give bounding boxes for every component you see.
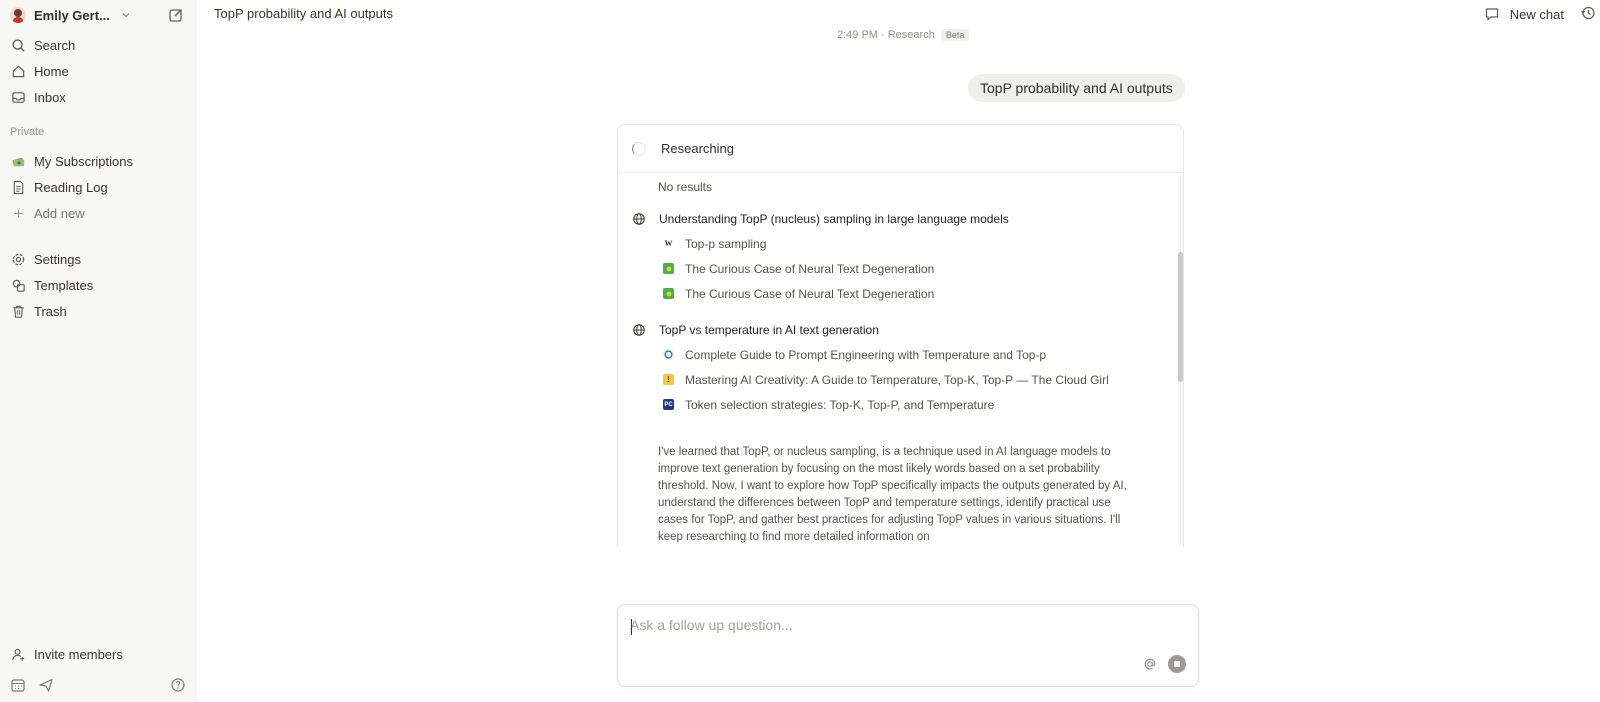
stop-generation-button[interactable] bbox=[1168, 655, 1186, 673]
research-steps bbox=[618, 174, 1184, 546]
sidebar-item-label: Add new bbox=[34, 205, 85, 221]
section-label-private: Private bbox=[10, 126, 45, 138]
research-step-title: TopP vs temperature in AI text generation bbox=[659, 323, 879, 337]
new-chat-label: New chat bbox=[1509, 6, 1564, 22]
home-icon bbox=[10, 63, 26, 79]
source-title: Complete Guide to Prompt Engineering with Temperature and Top-p bbox=[685, 347, 1047, 362]
sidebar-item-label: Inbox bbox=[34, 89, 66, 105]
sidebar-item-label: Templates bbox=[34, 277, 94, 293]
search-icon bbox=[10, 37, 26, 53]
sidebar-item-home[interactable] bbox=[10, 60, 188, 82]
trash-icon bbox=[10, 303, 26, 319]
globe-icon bbox=[632, 323, 646, 337]
sidebar-item-reading-log[interactable] bbox=[10, 176, 188, 198]
compose-icon[interactable] bbox=[168, 7, 184, 23]
sidebar-item-label: Trash bbox=[34, 303, 67, 319]
avatar bbox=[10, 7, 26, 23]
no-results-text: No results bbox=[658, 180, 713, 194]
sidebar-item-settings[interactable] bbox=[10, 248, 188, 270]
research-step bbox=[632, 321, 1152, 417]
cloud-girl-favicon-icon: ! bbox=[663, 374, 674, 385]
pc-favicon-icon: PC bbox=[663, 399, 674, 410]
invite-members-button[interactable] bbox=[10, 643, 188, 665]
new-chat-icon bbox=[1484, 6, 1500, 22]
scrollbar-thumb[interactable] bbox=[1178, 252, 1183, 382]
user-message: TopP probability and AI outputs bbox=[968, 74, 1185, 102]
source-link[interactable] bbox=[663, 392, 1152, 417]
wikipedia-icon: W bbox=[664, 239, 673, 248]
history-icon[interactable] bbox=[1580, 5, 1596, 21]
follow-up-composer bbox=[617, 604, 1199, 687]
workspace-switcher[interactable] bbox=[10, 4, 188, 26]
sidebar-item-label: Settings bbox=[34, 251, 81, 267]
research-step-title: Understanding TopP (nucleus) sampling in large language models bbox=[659, 212, 1009, 226]
source-title: Mastering AI Creativity: A Guide to Temperature, Top-K, Top-P — The Cloud Girl bbox=[685, 372, 1109, 387]
sidebar-item-label: My Subscriptions bbox=[34, 153, 133, 169]
source-link[interactable] bbox=[663, 256, 1152, 281]
sidebar-item-label: Search bbox=[34, 37, 76, 53]
sidebar bbox=[0, 0, 197, 702]
source-title: Top-p sampling bbox=[685, 236, 767, 251]
templates-icon bbox=[10, 277, 26, 293]
loading-spinner-icon bbox=[632, 142, 646, 156]
page-title: TopP probability and AI outputs bbox=[214, 6, 393, 21]
source-title: The Curious Case of Neural Text Degeneration bbox=[685, 261, 935, 276]
paper-favicon-icon bbox=[663, 288, 674, 299]
at-sign-icon bbox=[1143, 657, 1157, 671]
invite-user-icon bbox=[10, 646, 26, 662]
sidebar-item-label: Home bbox=[34, 63, 69, 79]
gear-icon bbox=[10, 251, 26, 267]
sidebar-item-templates[interactable] bbox=[10, 274, 188, 296]
send-icon[interactable] bbox=[38, 677, 54, 693]
page-icon bbox=[10, 179, 26, 195]
sidebar-item-trash[interactable] bbox=[10, 300, 188, 322]
new-chat-button[interactable] bbox=[1484, 4, 1564, 24]
calendar-icon[interactable] bbox=[10, 677, 26, 693]
research-status: Researching bbox=[661, 141, 734, 156]
research-step bbox=[632, 210, 1152, 306]
research-summary: I've learned that TopP, or nucleus sampling, is a technique used in AI language models to improve text generation by focusing on the most likely words based on a set probability threshold. Now, I want to explore how TopP specifically impacts the outputs generated by AI, understand the differences between TopP and temperature settings, identify practical use cases for TopP, and gather best practices for adjusting TopP values in various situations. I'll keep researching to find more detailed information on bbox=[658, 446, 1127, 543]
help-icon[interactable] bbox=[170, 677, 186, 693]
follow-up-input[interactable] bbox=[630, 617, 1170, 639]
invite-members-label: Invite members bbox=[34, 646, 123, 662]
text-caret bbox=[631, 619, 632, 635]
sidebar-item-add-new[interactable] bbox=[10, 202, 188, 224]
subscriptions-emoji-icon bbox=[10, 153, 26, 169]
source-link[interactable] bbox=[663, 367, 1152, 392]
plus-icon bbox=[10, 205, 26, 221]
source-title: The Curious Case of Neural Text Degeneration bbox=[685, 286, 935, 301]
sidebar-item-label: Reading Log bbox=[34, 179, 108, 195]
mention-button[interactable] bbox=[1142, 656, 1158, 672]
source-link[interactable] bbox=[663, 342, 1152, 367]
source-link[interactable] bbox=[663, 231, 1152, 256]
sidebar-footer bbox=[10, 677, 188, 695]
message-meta bbox=[837, 29, 969, 41]
sidebar-item-inbox[interactable] bbox=[10, 86, 188, 108]
source-link[interactable] bbox=[663, 281, 1152, 306]
research-header[interactable] bbox=[618, 125, 1183, 173]
paper-favicon-icon bbox=[663, 263, 674, 274]
message-timestamp: 2:49 PM · Research bbox=[837, 29, 935, 41]
workspace-name: Emily Gert... bbox=[34, 7, 110, 23]
globe-icon bbox=[632, 212, 646, 226]
source-title: Token selection strategies: Top-K, Top-P, and Temperature bbox=[685, 397, 995, 412]
site-favicon-icon bbox=[663, 349, 674, 360]
stop-icon bbox=[1174, 661, 1180, 667]
research-panel bbox=[617, 124, 1184, 546]
beta-badge: Beta bbox=[941, 29, 970, 41]
inbox-icon bbox=[10, 89, 26, 105]
sidebar-item-my-subscriptions[interactable] bbox=[10, 150, 188, 172]
chevron-down-icon bbox=[120, 9, 132, 21]
sidebar-item-search[interactable] bbox=[10, 34, 188, 56]
